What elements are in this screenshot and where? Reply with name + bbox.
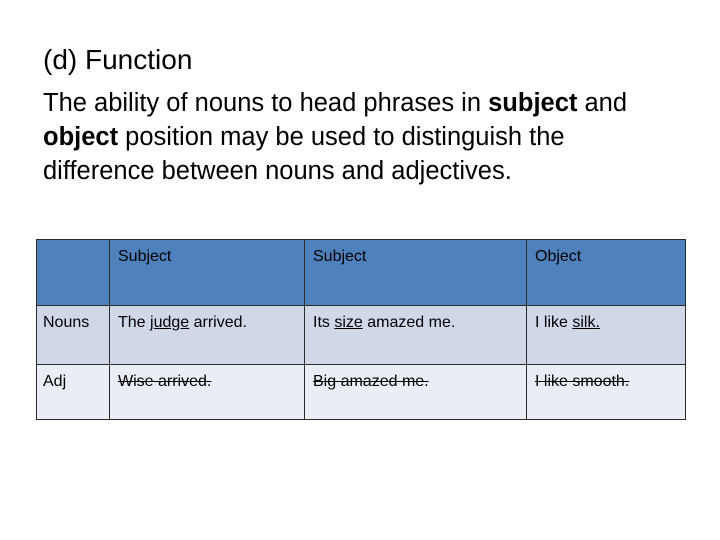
paragraph-bold-object: object — [43, 123, 119, 151]
header-cell-object: Object — [527, 240, 686, 306]
adj-subject-example-2 — [305, 365, 527, 420]
row-label-nouns: Nouns — [37, 306, 110, 365]
adj-subject-example-1 — [110, 365, 305, 420]
cell-text: Its — [313, 314, 335, 331]
cell-text: arrived. — [189, 314, 247, 331]
struck-example: Wise arrived. — [118, 373, 212, 390]
comparison-table — [36, 239, 686, 420]
adj-object-example — [527, 365, 686, 420]
underlined-noun: judge — [150, 314, 190, 331]
paragraph-text: The ability of nouns to head phrases in — [43, 89, 489, 117]
nouns-object-example — [527, 306, 686, 365]
table-header-row — [37, 240, 686, 306]
header-cell-subject-1: Subject — [110, 240, 305, 306]
paragraph-text: position may be used to distinguish the difference between nouns and adjectives. — [43, 123, 565, 185]
table-row-nouns — [37, 306, 686, 365]
header-cell-empty — [37, 240, 110, 306]
cell-text: I like — [535, 314, 573, 331]
table-row-adj — [37, 365, 686, 420]
struck-example: I like smooth. — [535, 373, 630, 390]
slide-paragraph — [43, 86, 683, 188]
header-cell-subject-2: Subject — [305, 240, 527, 306]
paragraph-bold-subject: subject — [488, 89, 578, 117]
nouns-subject-example-1 — [110, 306, 305, 365]
struck-example: Big amazed me. — [313, 373, 429, 390]
paragraph-text: and — [577, 89, 628, 117]
nouns-subject-example-2 — [305, 306, 527, 365]
row-label-adj: Adj — [37, 365, 110, 420]
underlined-noun: silk. — [572, 314, 600, 331]
slide-heading: (d) Function — [43, 44, 193, 75]
cell-text: amazed me. — [362, 314, 456, 331]
underlined-noun: size — [334, 314, 363, 331]
cell-text: The — [118, 314, 151, 331]
